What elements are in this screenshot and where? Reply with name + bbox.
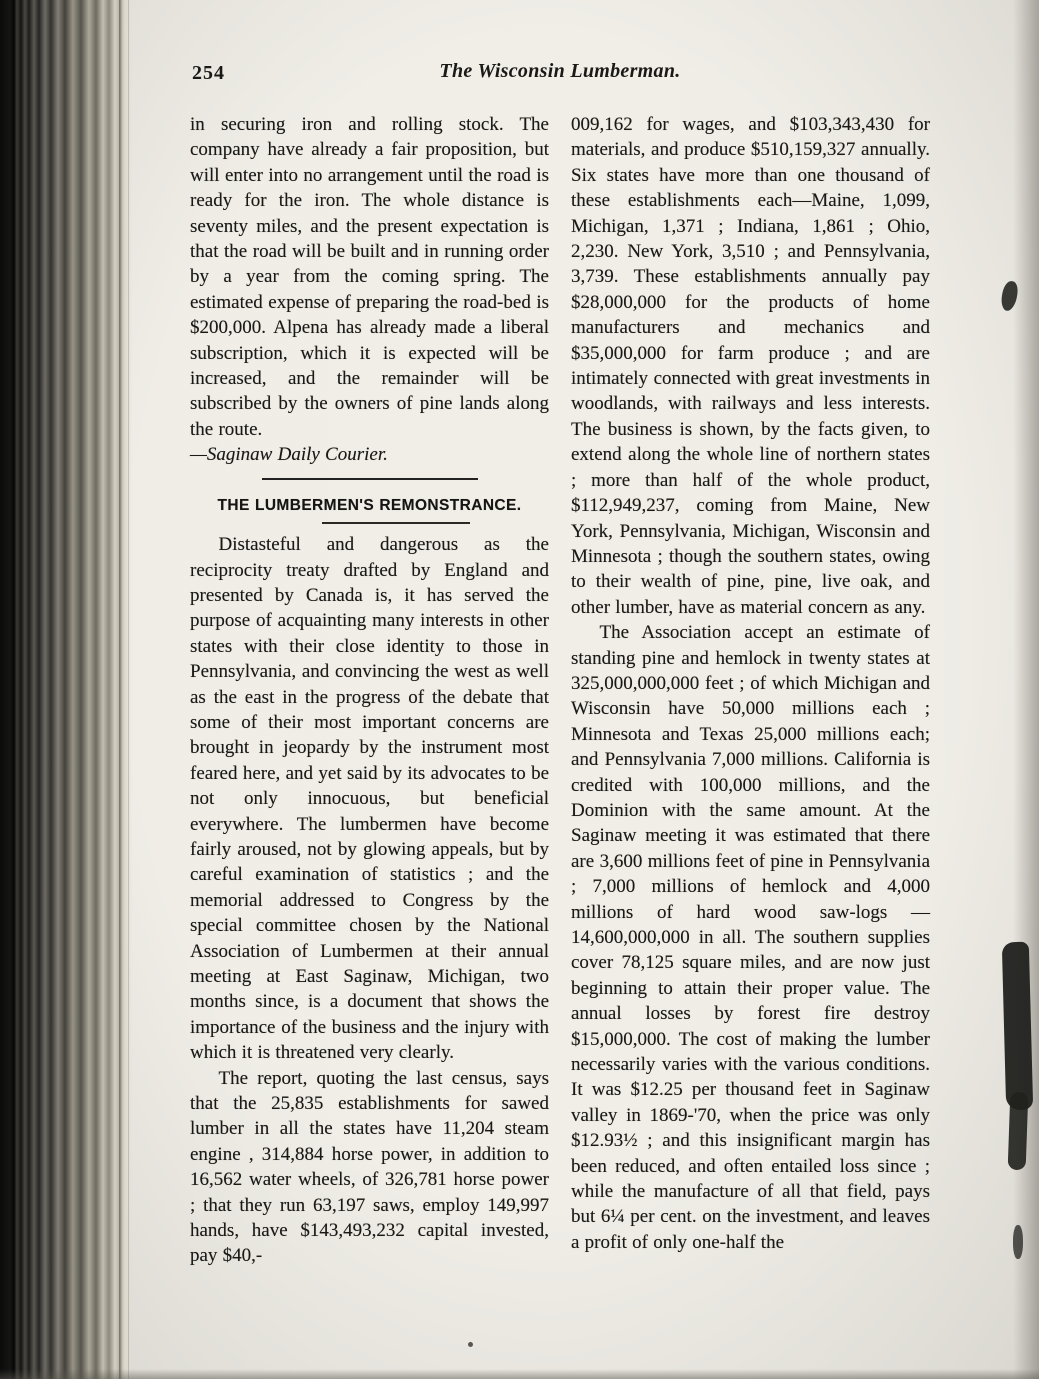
page-right-edge-shadow (1013, 0, 1039, 1379)
paragraph: Distasteful and dangerous as the reciprocity treaty drafted by England and presented by Canada is, it has served the purpose of acquainting many interests in other states with their close identity to those in Pennsylvania, and convincing the west as well as the east in the progress of the debate that some of their most important concerns are brought in jeopardy by the instrument most feared here, and yet said by its advocates to be not only innocuous, but beneficial everywhere. The lumbermen have become fairly aroused, not by glowing appeals, but by careful examination of statistics ; and the memorial addressed to Congress by the special committee chosen by the National Association of Lumbermen at their annual meeting at East Saginaw, Michigan, two months since, is a document that shows the importance of the business and the injury with which it is threatened very clearly. (190, 534, 549, 1064)
right-column (571, 112, 930, 1269)
running-title: The Wisconsin Lumberman. (439, 60, 681, 82)
divider-rule (262, 478, 478, 480)
heading-underline (322, 522, 470, 524)
book-binding-edge (0, 0, 132, 1379)
two-column-layout (190, 112, 930, 1269)
page-fold-shadow (119, 0, 122, 1379)
attribution: —Saginaw Daily Courier. (190, 444, 388, 466)
ink-smudge (1013, 1225, 1023, 1259)
page-header (190, 60, 930, 94)
page-fold-line (128, 0, 129, 1379)
paragraph: The Association accept an estimate of standing pine and hemlock in twenty states at 325,000,000,000 feet ; of which Michigan and Wisconsin have 50,000 millions each ; Minnesota and Texas 25,000 millions each; and Pennsylvania 7,000 millions. California is credited with 100,000 millions, and the Dominion with the same amount. At the Saginaw meeting it was estimated that there are 3,600 millions feet of pine in Pennsylvania ; 7,000 millions of hemlock and 4,000 millions of hard wood saw-logs — 14,600,000,000 in all. The southern supplies cover 78,125 square miles, and are now just beginning to attain their proper value. The annual losses by forest fire destroy $15,000,000. The cost of making the lumber necessarily varies with the various conditions. It was $12.25 per thousand feet in Saginaw valley in 1869-'70, when the price was only $12.93½ ; and this insignificant margin has been reduced, and often entailed loss since ; while the manufacture of all that field, pays but 6¼ per cent. on the investment, and leaves a profit of only one-half the (571, 622, 930, 1253)
text-block (190, 60, 930, 1269)
section-heading-block (190, 478, 549, 524)
ink-dot (468, 1342, 473, 1347)
ink-streak (1002, 942, 1033, 1111)
left-column (190, 112, 549, 1269)
page-number: 254 (192, 62, 225, 84)
paragraph: The report, quoting the last census, says that the 25,835 establishments for sawed lumber in all the states have 11,204 steam engine , 314,884 horse power, in addition to 16,562 water wheels, of 326,781 horse power ; that they run 63,197 saws, employ 149,997 hands, have $143,493,232 capital invested, pay $40,- (190, 1067, 549, 1267)
paragraph: 009,162 for wages, and $103,343,430 for materials, and produce $510,159,327 annually. Six states have more than one thousand of these establishments each—Maine, 1,099, Michigan, 1,371 ; Indiana, 1,861 ; Ohio, 2,230. New York, 3,510 ; and Pennsylvania, 3,739. These establishments annually pay $28,000,000 for the products of home manufacturers and mechanics and $35,000,000 for farm produce ; and are intimately connected with great investments in woodlands, with railways and less interests. The business is shown, by the facts given, to extend along the whole line of northern states ; more than half of the whole product, $112,949,237, coming from Maine, New York, Pennsylvania, Michigan, Wisconsin and Minnesota ; though the southern states, owing to their wealth of pine, pine, live oak, and other lumber, have as material concern as any. (571, 114, 930, 618)
section-heading: THE LUMBERMEN'S REMONSTRANCE. (217, 496, 522, 514)
paragraph: in securing iron and rolling stock. The company have already a fair proposition, but will enter into no arrangement until the road is ready for the iron. The whole distance is seventy miles, and the present expectation is that the road will be built and in running order by a year from the coming spring. The estimated expense of preparing the road-bed is $200,000. Alpena has already made a liberal subscription, which it is expected will be increased, and the remainder will be subscribed by the owners of pine lands along the route. (190, 114, 549, 440)
page-bottom-edge-shadow (0, 1369, 1039, 1379)
ink-streak (1008, 1092, 1029, 1171)
